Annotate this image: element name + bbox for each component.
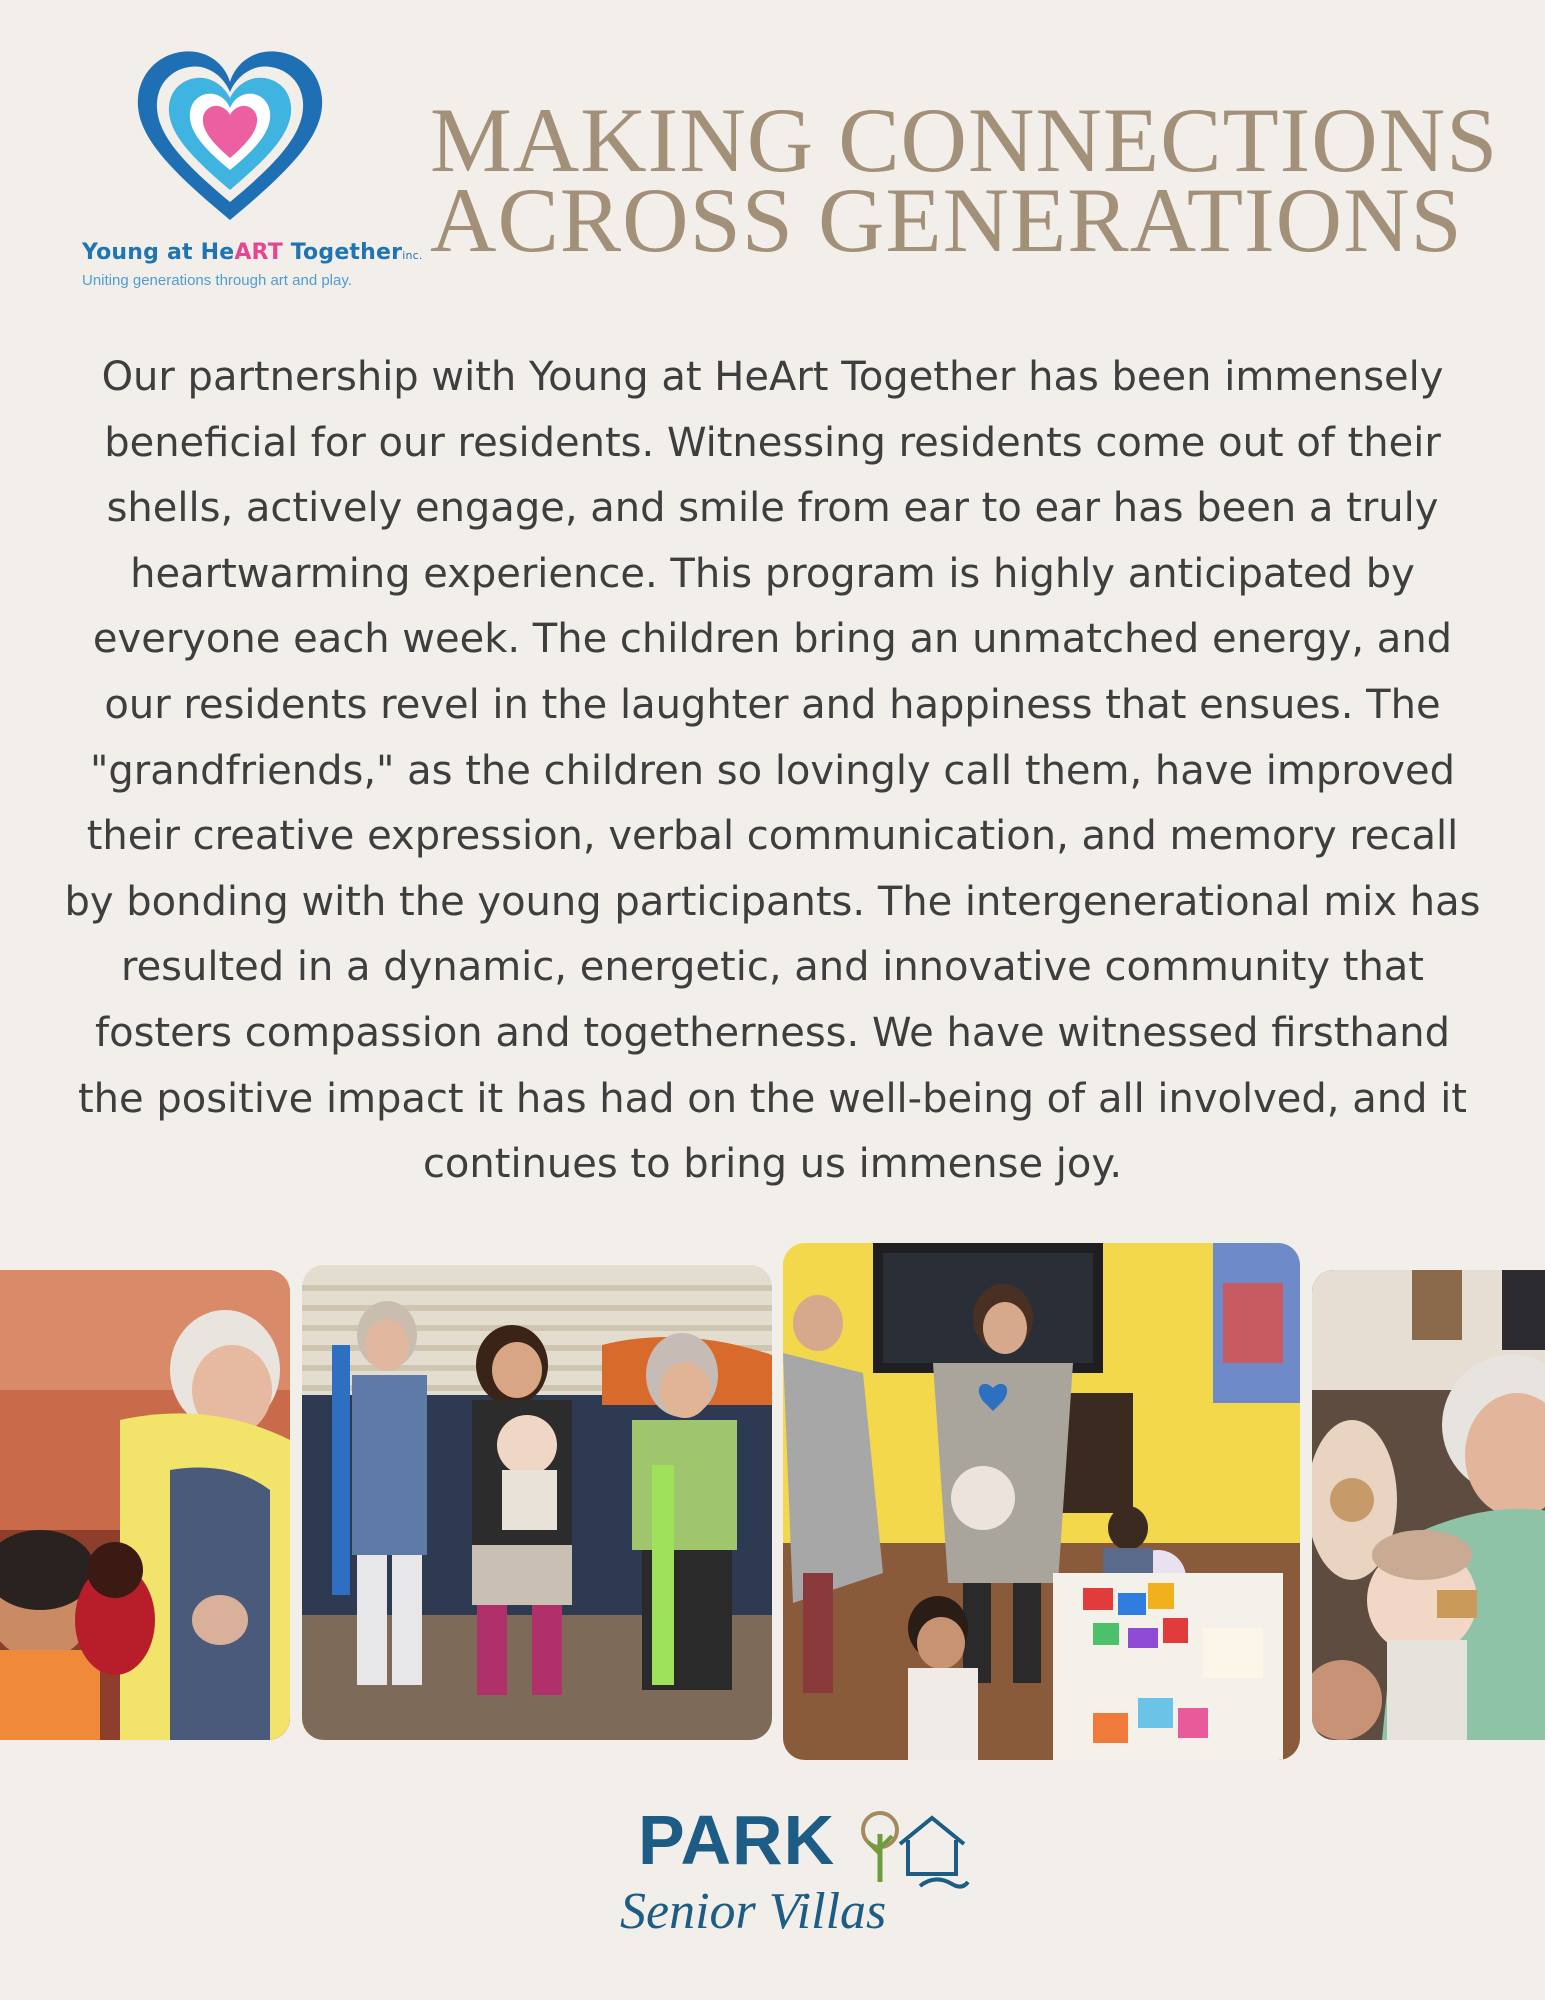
logo-wordmark <box>82 240 423 265</box>
title-line-2: ACROSS GENERATIONS <box>430 169 1463 271</box>
logo-name-part: Together <box>282 240 403 265</box>
young-at-heart-logo <box>70 40 423 310</box>
logo-suffix: inc. <box>402 249 423 262</box>
logo-tagline: Uniting generations through art and play. <box>82 272 352 289</box>
photo-classroom-play-session <box>783 1243 1300 1760</box>
park-senior-villas-logo <box>620 1800 980 1960</box>
house-tree-icon <box>860 1804 970 1894</box>
photo-elder-with-child-puppet <box>0 1270 290 1740</box>
logo-name-part: Young at He <box>82 240 235 265</box>
logo-name-art: ART <box>234 240 283 265</box>
page-title <box>430 89 1520 271</box>
brand-park: PARK <box>638 1801 836 1879</box>
brand-senior-villas: Senior Villas <box>620 1883 887 1940</box>
photo-residents-on-couch-with-baby <box>302 1265 772 1740</box>
photo-elder-holding-baby <box>1312 1270 1545 1740</box>
testimonial-paragraph: Our partnership with Young at HeArt Together has been immensely beneficial for our residents. Witnessing residents come out of their shells, actively engage, and smile from ear to ear has been a truly heartwarming experience. This program is highly anticipated by everyone each week. The children bring an unmatched energy, and our residents revel in the laughter and happiness that ensues. The "grandfriends," as the children so lovingly call them, have improved their creative expression, verbal communication, and memory recall by bonding with the young participants. The intergenerational mix has resulted in a dynamic, energetic, and innovative community that fosters compassion and togetherness. We have witnessed firsthand the positive impact it has had on the well-being of all involved, and it continues to bring us immense joy. <box>64 354 1481 1188</box>
title-line-1: MAKING CONNECTIONS <box>430 89 1499 191</box>
heart-logo-icon <box>130 40 330 240</box>
